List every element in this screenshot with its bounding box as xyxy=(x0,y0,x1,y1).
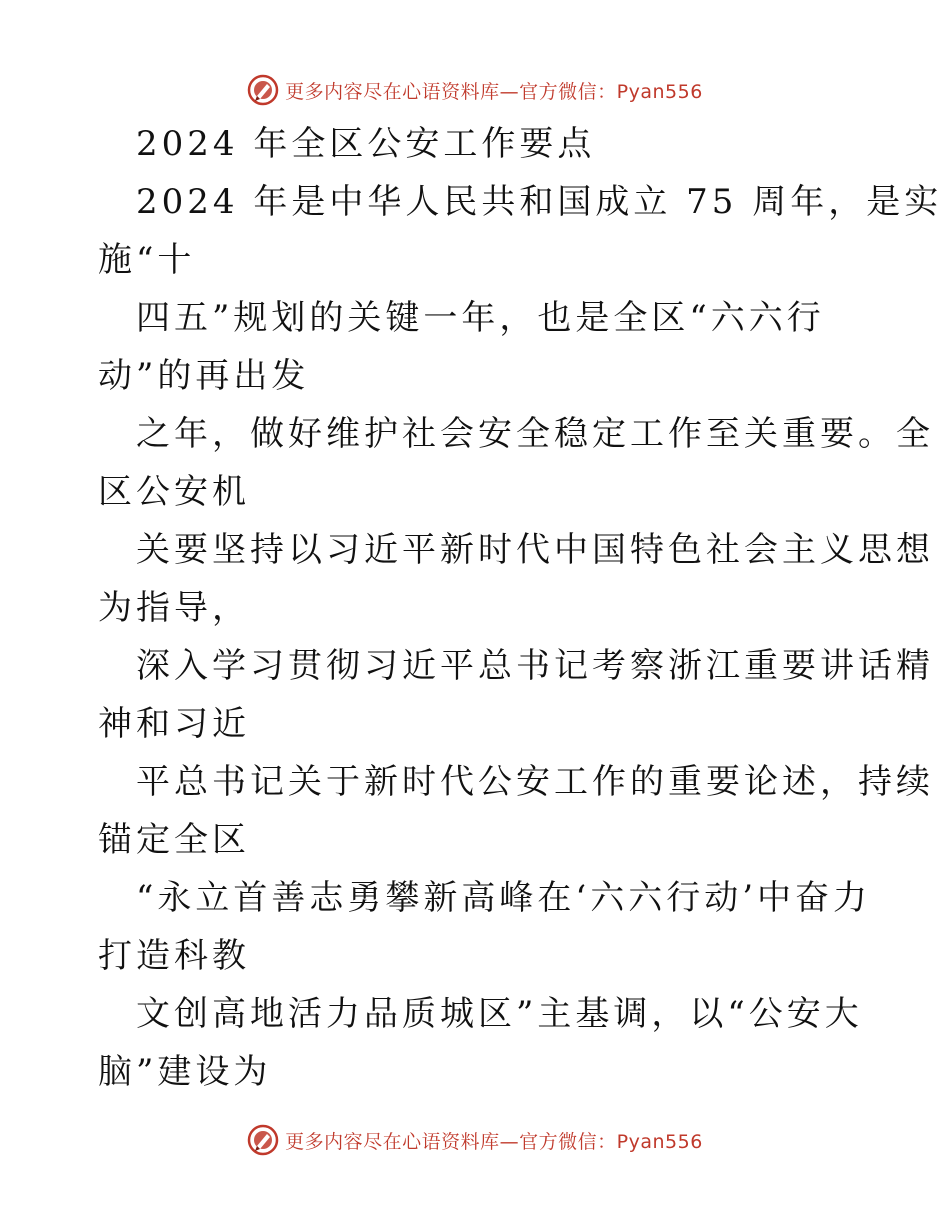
pen-logo-icon xyxy=(247,1124,279,1156)
paragraph-line: 施“十 xyxy=(98,240,196,280)
paragraph-line: 之年，做好维护社会安全稳定工作至关重要。全 xyxy=(136,414,934,454)
header-watermark xyxy=(0,70,950,110)
footer-watermark xyxy=(0,1120,950,1160)
paragraph-line: 区公安机 xyxy=(98,472,250,512)
document-body xyxy=(98,115,943,1101)
paragraph-line: 锚定全区 xyxy=(98,820,250,860)
paragraph-line: 四五”规划的关键一年，也是全区“六六行 xyxy=(136,298,825,338)
watermark-text: 更多内容尽在心语资料库—官方微信：Pyan556 xyxy=(285,80,703,103)
paragraph-line: “永立首善志勇攀新高峰在‘六六行动’中奋力 xyxy=(136,878,871,918)
paragraph-line: 脑”建设为 xyxy=(98,1052,272,1092)
paragraph-line: 为指导， xyxy=(98,588,250,628)
paragraph-line: 神和习近 xyxy=(98,704,250,744)
pen-logo-icon xyxy=(247,74,279,106)
paragraph-line: 2024 年全区公安工作要点 xyxy=(136,124,596,164)
paragraph-line: 关要坚持以习近平新时代中国特色社会主义思想 xyxy=(136,530,934,570)
paragraph-line: 深入学习贯彻习近平总书记考察浙江重要讲话精 xyxy=(136,646,934,686)
paragraph-line: 文创高地活力品质城区”主基调，以“公安大 xyxy=(136,994,863,1034)
paragraph-line: 2024 年是中华人民共和国成立 75 周年，是实 xyxy=(136,182,943,222)
paragraph-line: 平总书记关于新时代公安工作的重要论述，持续 xyxy=(136,762,934,802)
watermark-text: 更多内容尽在心语资料库—官方微信：Pyan556 xyxy=(285,1130,703,1153)
paragraph-line: 动”的再出发 xyxy=(98,356,310,396)
paragraph-line: 打造科教 xyxy=(98,936,250,976)
